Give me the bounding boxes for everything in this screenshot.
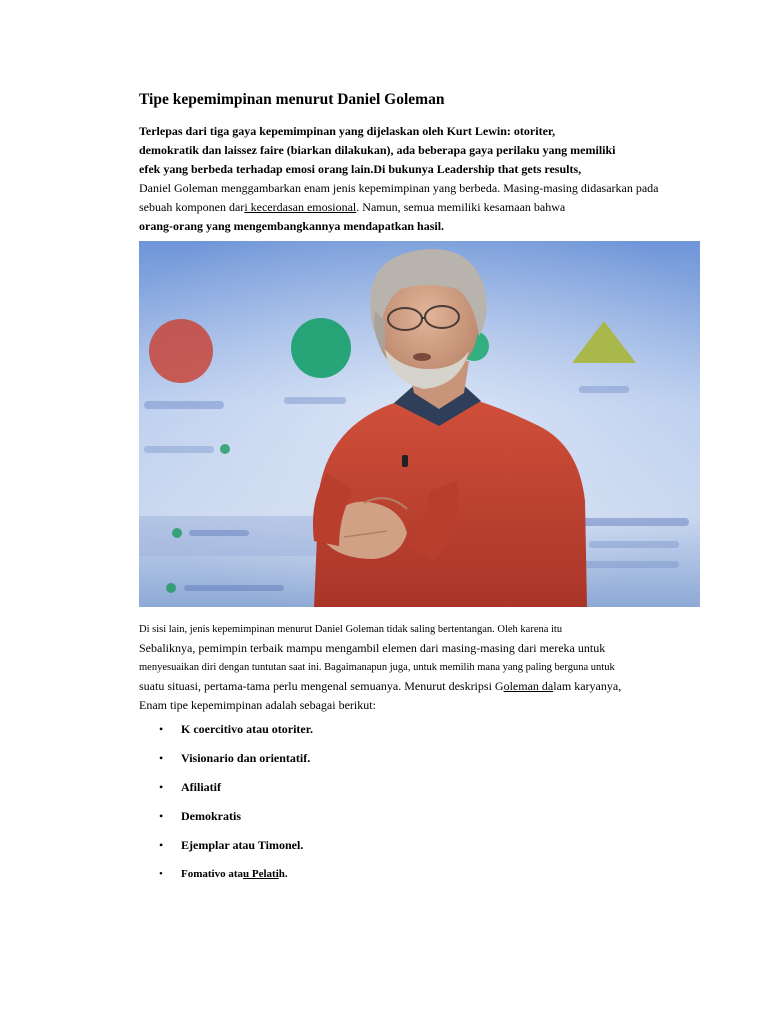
bullet-icon: •	[159, 722, 164, 736]
bullet-icon: •	[159, 751, 164, 765]
list-item-label: Visionario dan orientatif.	[181, 751, 311, 765]
list-item-label: K coercitivo atau otoriter.	[181, 722, 313, 736]
emotional-intelligence-link[interactable]: i kecerdasan emosional	[244, 200, 357, 214]
para2-line-5: Enam tipe kepemimpinan adalah sebagai berikut:	[139, 698, 376, 712]
document-body	[139, 90, 709, 236]
list-item	[139, 718, 639, 747]
intro-line-5-c: . Namun, semua memiliki kesamaan bahwa	[356, 200, 566, 214]
list-item-label: Demokratis	[181, 809, 241, 823]
bullet-icon: •	[159, 838, 164, 852]
intro-line-1: Terlepas dari tiga gaya kepemimpinan yang dijelaskan oleh Kurt Lewin: otoriter,	[139, 124, 556, 138]
list-item	[139, 805, 639, 834]
list-item-label-c: h.	[278, 868, 288, 880]
para2-line-4-a: suatu situasi, pertama-tama perlu mengenal semuanya. Menurut deskripsi G	[139, 679, 504, 693]
intro-line-3: efek yang berbeda terhadap emosi orang lain.Di bukunya Leadership that gets results,	[139, 162, 582, 176]
speaker-photo	[139, 241, 700, 607]
intro-line-5-a: sebuah komponen dar	[139, 200, 245, 214]
para2-line-1: Di sisi lain, jenis kepemimpinan menurut Daniel Goleman tidak saling bertentangan. Oleh karena itu	[139, 624, 563, 635]
para2-line-2: Sebaliknya, pemimpin terbaik mampu mengambil elemen dari masing-masing dari mereka untuk	[139, 641, 606, 655]
speaker-photo-image	[139, 241, 700, 607]
bullet-icon: •	[159, 809, 164, 823]
intro-paragraph	[139, 122, 709, 236]
list-item	[139, 776, 639, 805]
list-item-label: Afiliatif	[181, 780, 221, 794]
second-paragraph	[139, 620, 709, 715]
bullet-icon: •	[159, 780, 164, 794]
para2-line-4	[139, 677, 709, 696]
list-item	[139, 747, 639, 776]
list-item-label: Ejemplar atau Timonel.	[181, 838, 304, 852]
bullet-icon: •	[159, 868, 163, 880]
list-item	[139, 834, 639, 863]
para2-line-3: menyesuaikan diri dengan tuntutan saat ini. Bagaimanapun juga, untuk memilih mana yang paling berguna untuk	[139, 662, 615, 673]
goleman-link[interactable]: oleman da	[503, 679, 554, 693]
pelatih-link[interactable]: u Pelati	[243, 868, 279, 880]
page-title: Tipe kepemimpinan menurut Daniel Goleman	[139, 91, 445, 108]
list-item-label-a: Fomativo ata	[181, 868, 244, 880]
leadership-types-list	[139, 718, 639, 892]
intro-line-2: demokratik dan laissez faire (biarkan dilakukan), ada beberapa gaya perilaku yang memiliki	[139, 143, 616, 157]
para2-line-4-c: lam karyanya,	[553, 679, 622, 693]
intro-line-6: orang-orang yang mengembangkannya mendapatkan hasil.	[139, 219, 445, 233]
list-item	[139, 863, 639, 892]
intro-line-4: Daniel Goleman menggambarkan enam jenis kepemimpinan yang berbeda. Masing-masing didasarkan pada	[139, 181, 659, 195]
intro-line-5	[139, 198, 709, 217]
